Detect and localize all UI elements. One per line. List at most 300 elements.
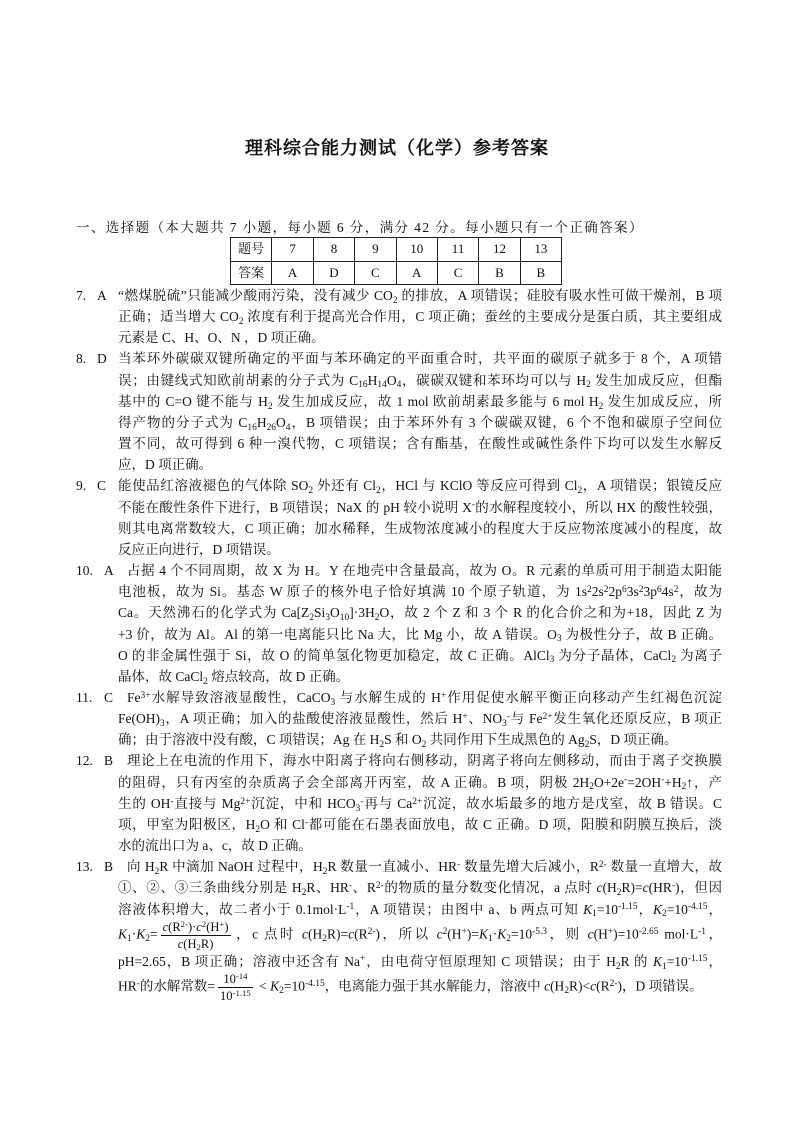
fraction xyxy=(161,920,231,951)
italic-symbol: K xyxy=(497,926,507,942)
answer-cell: C xyxy=(355,261,396,285)
text-run: (HR xyxy=(648,880,672,896)
text-run: (R xyxy=(596,978,610,994)
subscript: 1 xyxy=(592,909,597,920)
subscript: 2 xyxy=(203,676,208,687)
question-number-cell: 10 xyxy=(396,238,437,262)
text-run: 共同作用下生成黑色的 Ag xyxy=(426,732,585,748)
text-run: R)< xyxy=(569,978,591,994)
text-run: )= xyxy=(466,926,479,942)
text-run: 作用促使水解平衡正向移动产生红褐色沉淀 xyxy=(446,689,723,705)
subscript: 2 xyxy=(564,986,570,997)
answer-row xyxy=(231,261,562,285)
italic-symbol: c xyxy=(642,880,649,896)
text-run: 直接与 Mg xyxy=(173,795,241,811)
subscript: 2 xyxy=(598,401,604,412)
italic-symbol: c xyxy=(196,919,202,934)
text-run: 2s xyxy=(591,584,604,600)
fraction-denominator xyxy=(218,988,253,1003)
answer-line xyxy=(76,666,722,687)
subscript: 3 xyxy=(160,718,165,729)
superscript: 6 xyxy=(622,584,627,595)
subscript: 2 xyxy=(392,295,398,306)
text-run: (H xyxy=(206,919,220,934)
subscript: 3 xyxy=(502,718,507,729)
italic-symbol: c xyxy=(302,926,309,942)
answer-line xyxy=(76,624,722,645)
italic-symbol: K xyxy=(478,926,488,942)
superscript: -5.3 xyxy=(532,927,548,938)
answer-line xyxy=(76,560,722,581)
superscript: - xyxy=(304,817,309,828)
subscript: 1 xyxy=(488,934,493,945)
text-run: 的水解程度较小，所以 HX 的酸性较强， xyxy=(475,499,722,515)
text-run: =10 xyxy=(510,926,533,942)
text-run: 置不同，故可得到 6 种一溴代物，C 项错误；含有酯基，在酸性或碱性条件下均可以发生水解反 xyxy=(118,436,722,452)
answer-line xyxy=(76,835,722,856)
answer-cell: D xyxy=(313,261,354,285)
text-run: · xyxy=(492,926,498,942)
italic-symbol: K xyxy=(270,978,280,994)
subscript: 2 xyxy=(374,613,380,624)
subscript: 2 xyxy=(506,934,511,945)
text-run: 理论上在电流的作用下，海水中阳离子将向右侧移动，阴离子将向左侧移动，而由于离子交换膜 xyxy=(127,753,722,769)
text-run: 、R xyxy=(352,880,376,896)
superscript: + xyxy=(359,954,366,965)
answer-line xyxy=(76,856,722,877)
question-number: 9. xyxy=(76,478,87,494)
italic-symbol: c xyxy=(436,926,443,942)
text-run: 3p xyxy=(643,584,657,600)
subscript: 2 xyxy=(145,934,150,945)
text-run: 发生加成反应，所 xyxy=(603,393,722,409)
superscript: - xyxy=(624,775,628,786)
superscript: - xyxy=(671,881,676,892)
answer-line xyxy=(76,454,722,475)
subscript: 14 xyxy=(377,380,387,391)
text-run: < xyxy=(255,978,271,994)
subscript: 2 xyxy=(308,486,314,497)
subscript: 2 xyxy=(238,316,244,327)
text-run: “燃煤脱硫”只能减少酸雨污染，没有减少 CO xyxy=(118,288,393,303)
subscript: 3 xyxy=(325,613,331,624)
answer-line xyxy=(76,772,722,793)
text-run: ，故为 xyxy=(678,584,722,600)
text-run: 得产物的分子式为 C xyxy=(118,414,248,430)
text-run: )，但因 xyxy=(675,880,722,896)
text-run: 发生加成反应，但酯 xyxy=(590,372,723,388)
superscript: - xyxy=(170,796,174,807)
answer-table xyxy=(230,237,562,285)
fraction-numerator xyxy=(218,972,253,988)
superscript: 2+ xyxy=(240,796,251,807)
subscript: 2 xyxy=(154,867,160,878)
answer-line xyxy=(76,951,722,972)
text-run: mol·L xyxy=(658,926,699,942)
answer-item xyxy=(76,475,722,560)
superscript: 2 xyxy=(638,584,644,595)
subscript: 2 xyxy=(255,824,261,835)
italic-symbol: K xyxy=(652,953,662,969)
text-run: 与 Fe xyxy=(510,711,543,727)
superscript: 2- xyxy=(375,881,384,892)
text-run: 10 xyxy=(220,988,233,1003)
text-run: (H xyxy=(550,978,565,994)
superscript: 2+ xyxy=(542,711,553,722)
text-run: 的水解常数= xyxy=(139,978,216,994)
superscript: 2- xyxy=(598,859,607,870)
subscript: 2 xyxy=(379,740,385,751)
text-run: 数量一直增大，故 xyxy=(606,859,723,875)
text-run: 反应正向进行，D 项错误。 xyxy=(118,541,280,557)
explanations-list xyxy=(76,285,722,1003)
text-run: 晶体，故 CaCl xyxy=(118,668,204,684)
text-run: 为极性分子，故 B 正确。 xyxy=(561,626,722,642)
text-run: 与水解生成的 H xyxy=(335,689,441,705)
text-run: R)= xyxy=(327,926,349,942)
italic-symbol: K xyxy=(583,901,593,917)
subscript: 4 xyxy=(285,422,291,433)
superscript: - xyxy=(457,859,461,870)
text-run: )· xyxy=(187,919,197,934)
answer-letter: A xyxy=(104,563,114,579)
subscript: 2 xyxy=(577,486,583,497)
superscript: - xyxy=(661,775,665,786)
text-run: R 的 xyxy=(620,953,653,969)
text-run: 基中的 C=O 键不能与 H xyxy=(118,393,268,409)
text-run: S 和 O xyxy=(384,732,422,748)
text-run: =10 xyxy=(666,901,688,917)
answer-line xyxy=(76,285,722,306)
superscript: -1.15 xyxy=(617,902,638,913)
superscript: - xyxy=(348,881,353,892)
text-run: R、HR xyxy=(306,880,349,896)
text-run: 元素是 C、H、O、N ，D 项正确。 xyxy=(118,330,325,346)
italic-symbol: c xyxy=(177,936,184,951)
answer-line xyxy=(76,391,722,412)
subscript: 16 xyxy=(247,422,257,433)
text-run: = xyxy=(149,926,158,942)
subscript: 2 xyxy=(662,909,667,920)
text-run: (H xyxy=(308,926,323,942)
superscript: -4.15 xyxy=(687,902,708,913)
text-run: 3s xyxy=(626,584,639,600)
answer-line xyxy=(76,708,722,729)
text-run: 浓度有利于提高光合作用，C 项正确；蚕丝的主要成分是蛋白质，其主要组成 xyxy=(243,309,722,325)
text-run: O xyxy=(386,372,397,388)
answer-line xyxy=(76,306,722,327)
subscript: 2 xyxy=(267,401,273,412)
text-run: 正确；适当增大 CO xyxy=(118,309,239,325)
answer-line xyxy=(76,497,722,518)
text-run: 应，D 项正确。 xyxy=(118,457,213,473)
text-run: 项，甲室为阳极区，H xyxy=(118,816,256,832)
text-run: ，B 项错误；由于苯环外有 3 个碳碳双键，6 个不饱和碳原子空间位 xyxy=(290,414,722,430)
answer-line xyxy=(76,412,722,433)
question-number-cell: 13 xyxy=(520,238,561,262)
question-number: 8. xyxy=(76,351,87,367)
text-run: O xyxy=(276,414,286,430)
text-run: +H xyxy=(664,774,682,790)
answer-cell: B xyxy=(479,261,520,285)
text-run: 的物质的量分数变化情况，a 点时 xyxy=(383,880,597,896)
text-run: (H xyxy=(593,926,608,942)
text-run: =10 xyxy=(666,953,688,969)
text-run: · xyxy=(131,926,137,942)
text-run: =10 xyxy=(283,978,306,994)
superscript: -1.15 xyxy=(232,987,251,998)
text-run: O+2e xyxy=(593,774,625,790)
answer-cell: A xyxy=(396,261,437,285)
answer-line xyxy=(76,433,722,454)
text-run: 外还有 Cl xyxy=(313,478,377,494)
subscript: 3 xyxy=(556,634,562,645)
answer-cell: C xyxy=(437,261,478,285)
question-number-row xyxy=(231,238,562,262)
text-run: 熔点较高，故 D 正确。 xyxy=(207,668,350,684)
superscript: 2+ xyxy=(412,796,423,807)
answer-line xyxy=(76,645,722,666)
superscript: 2 xyxy=(603,584,609,595)
answer-item xyxy=(76,285,722,348)
superscript: 2 xyxy=(201,918,207,929)
fraction-denominator xyxy=(161,936,231,951)
superscript: 3+ xyxy=(140,690,151,701)
subscript: 2 xyxy=(589,782,594,793)
question-number-cell: 11 xyxy=(437,238,478,262)
question-number: 10. xyxy=(76,563,93,579)
text-run: ， xyxy=(637,901,654,917)
answer-line xyxy=(76,793,722,814)
text-run: (H xyxy=(183,936,197,951)
italic-symbol: K xyxy=(653,901,663,917)
superscript: 2 xyxy=(673,584,679,595)
answer-line xyxy=(76,920,722,951)
text-run: H xyxy=(367,372,378,388)
answer-line xyxy=(76,602,722,623)
subscript: 3 xyxy=(355,803,361,814)
superscript: 2- xyxy=(180,918,188,929)
text-run: ，碳碳双键和苯环均可以与 H xyxy=(401,372,587,388)
text-run: (R xyxy=(168,919,181,934)
answer-line xyxy=(76,729,722,750)
text-run: 水的流出口为 a、c，故 D 正确。 xyxy=(118,838,312,854)
row-label: 题号 xyxy=(231,238,272,262)
answer-item xyxy=(76,348,722,475)
text-run: ) xyxy=(224,919,229,934)
text-run: ，由电荷守恒原理知 C 项错误；由于 H xyxy=(365,953,616,969)
text-run: 不能在酸性条件下进行，B 项错误；NaX 的 pH 较小说明 X xyxy=(118,499,472,515)
text-run: 确；由于溶液中没有酸，C 项错误；Ag 在 H xyxy=(118,732,380,748)
text-run: Fe(OH) xyxy=(118,711,160,727)
superscript: - xyxy=(506,711,511,722)
answer-line xyxy=(76,877,722,898)
superscript: -1 xyxy=(698,927,706,938)
question-number: 7. xyxy=(76,288,87,303)
answer-letter: D xyxy=(97,351,107,367)
text-run: Si xyxy=(314,605,326,621)
text-run: 误；由键线式知欧前胡素的分子式为 C xyxy=(118,372,359,388)
superscript: -14 xyxy=(235,970,248,981)
text-run: ，则 xyxy=(547,926,588,942)
subscript: 26 xyxy=(266,422,277,433)
text-run: 再与 Ca xyxy=(363,795,413,811)
superscript: 2 xyxy=(587,584,592,595)
text-run: 则其电离常数较大，C 项正确；加水稀释，生成物浓度减小的程度大于反应物浓度减小的程度，故 xyxy=(118,520,722,536)
superscript: -1 xyxy=(346,902,355,913)
question-number-cell: 8 xyxy=(313,238,354,262)
text-run: 沉淀，故水垢最多的地方是戊室，故 B 错误。C xyxy=(422,795,723,811)
subscript: 2 xyxy=(584,740,590,751)
answer-letter: B xyxy=(104,753,114,769)
text-run: 占据 4 个不同周期，故 X 为 H。Y 在地壳中含量最高，故为 O。R 元素的单质可用于制造太阳能 xyxy=(127,563,722,579)
text-run: ，A 项正确；加入的盐酸使溶液显酸性，然后 H xyxy=(164,711,463,727)
answer-item xyxy=(76,750,722,856)
text-run: ，A 项错误；银镜反应 xyxy=(582,478,722,494)
text-run: )=10 xyxy=(613,926,639,942)
text-run: R)= xyxy=(621,880,643,896)
question-number-cell: 9 xyxy=(355,238,396,262)
answer-line xyxy=(76,899,722,920)
text-run: 溶液体积增大，故二者小于 0.1mol·L xyxy=(118,901,347,917)
answer-line xyxy=(76,687,722,708)
answer-line xyxy=(76,348,722,369)
superscript: + xyxy=(219,918,225,929)
text-run: O，故 2 个 Z 和 3 个 R 的化合价之和为+18，因此 Z 为 xyxy=(379,605,723,621)
subscript: 2 xyxy=(616,888,622,899)
superscript: + xyxy=(607,927,614,938)
text-run: ↑，产 xyxy=(686,774,722,790)
text-run: ]·3H xyxy=(349,605,375,621)
fraction-numerator xyxy=(161,920,231,936)
subscript: 10 xyxy=(339,613,350,624)
superscript: + xyxy=(461,927,467,938)
subscript: 2 xyxy=(309,613,315,624)
subscript: 2 xyxy=(376,486,381,497)
subscript: 2 xyxy=(586,380,591,391)
text-run: )，D 项错误。 xyxy=(617,978,703,994)
subscript: 2 xyxy=(322,934,327,945)
text-run: 为离子 xyxy=(676,647,722,663)
text-run: 4s xyxy=(661,584,674,600)
text-run: O 的非金属性强于 Si，故 O 的简单氢化物更加稳定，故 C 正确。AlCl xyxy=(118,647,550,663)
superscript: -2.65 xyxy=(638,927,659,938)
text-run: ，电离能力强于其水解能力，溶液中 xyxy=(324,978,545,994)
text-run: (R xyxy=(354,926,368,942)
superscript: 2- xyxy=(609,979,618,990)
answer-letter: C xyxy=(104,689,114,705)
superscript: 2- xyxy=(367,927,376,938)
subscript: 2 xyxy=(671,655,677,666)
text-run: 的排放，A 项错误；硅胶有吸水性可做干燥剂，B 项 xyxy=(397,288,722,303)
text-run: S，D 项正确。 xyxy=(589,732,678,748)
text-run: )，所以 xyxy=(375,926,437,942)
subscript: 2 xyxy=(681,782,687,793)
answer-item xyxy=(76,687,722,750)
text-run: ， xyxy=(707,901,723,917)
subscript: 2 xyxy=(421,740,427,751)
text-run: ， xyxy=(707,953,722,969)
answer-line xyxy=(76,972,722,1003)
superscript: - xyxy=(136,979,140,990)
subscript: 4 xyxy=(396,380,402,391)
answer-cell: A xyxy=(272,261,313,285)
text-run: 电池板，故为 Si。基态 W 原子的核外电子恰好填满 10 个原子轨道，为 1s xyxy=(118,584,588,600)
text-run: R 中滴加 NaOH 过程中，H xyxy=(159,859,323,875)
question-number: 12. xyxy=(76,753,93,769)
text-run: O 和 Cl xyxy=(260,816,305,832)
italic-symbol: K xyxy=(136,926,146,942)
answer-line xyxy=(76,475,722,496)
superscript: 2 xyxy=(442,927,448,938)
answer-item xyxy=(76,560,722,687)
superscript: -4.15 xyxy=(305,979,325,990)
italic-symbol: c xyxy=(596,880,603,896)
superscript: - xyxy=(360,796,364,807)
text-run: O xyxy=(330,605,340,621)
text-run: 10 xyxy=(223,971,236,986)
italic-symbol: K xyxy=(118,926,128,942)
text-run: 水解导致溶液显酸性，CaCO xyxy=(150,689,331,705)
text-run: R) xyxy=(200,936,214,951)
subscript: 1 xyxy=(127,934,132,945)
subscript: 2 xyxy=(301,888,307,899)
text-run: ， xyxy=(705,926,723,942)
answer-line xyxy=(76,327,722,348)
text-run: (H xyxy=(447,926,462,942)
answer-letter: A xyxy=(97,288,107,303)
question-number-cell: 7 xyxy=(272,238,313,262)
superscript: - xyxy=(471,500,476,511)
text-run: 发生加成反应，故 1 mol 欧前胡素最多能与 6 mol H xyxy=(272,393,599,409)
subscript: 2 xyxy=(279,986,284,997)
answer-line xyxy=(76,814,722,835)
subscript: 16 xyxy=(358,380,368,391)
question-number: 11. xyxy=(76,689,93,705)
superscript: 6 xyxy=(656,584,662,595)
answer-letter: C xyxy=(97,478,107,494)
text-run: ，HCl 与 KClO 等反应可得到 Cl xyxy=(380,478,578,494)
text-run: 生的 OH xyxy=(118,795,171,811)
answer-line xyxy=(76,518,722,539)
superscript: -1.15 xyxy=(687,954,708,965)
answer-line xyxy=(76,750,722,771)
text-run: 数量先增大后减小，R xyxy=(460,859,599,875)
fraction xyxy=(218,972,253,1003)
text-run: =2OH xyxy=(627,774,662,790)
answer-letter: B xyxy=(104,859,114,875)
text-run: 当苯环外碳碳双键所确定的平面与苯环确定的平面重合时，共平面的碳原子就多于 8 个，A 项错 xyxy=(118,351,722,367)
subscript: 1 xyxy=(661,961,667,972)
text-run: =10 xyxy=(596,901,618,917)
text-run: Fe xyxy=(127,689,141,705)
answer-line xyxy=(76,539,722,560)
text-run: R 数量一直减小、HR xyxy=(327,859,458,875)
text-run: 的阻碍，只有丙室的杂质离子会全部离开丙室，故 A 正确。B 项，阴极 2H xyxy=(118,774,590,790)
text-run: ，A 项错误；由图中 a、b 两点可知 xyxy=(354,901,584,917)
italic-symbol: c xyxy=(162,919,169,934)
text-run: 能使品红溶液褪色的气体除 SO xyxy=(118,478,309,494)
italic-symbol: c xyxy=(544,978,551,994)
answer-line xyxy=(76,370,722,391)
section-heading: 一、选择题（本大题共 7 小题，每小题 6 分，满分 42 分。每小题只有一个正确答案） xyxy=(76,220,644,235)
text-run: 2p xyxy=(608,584,622,600)
superscript: + xyxy=(462,711,468,722)
subscript: 2 xyxy=(615,961,621,972)
italic-symbol: c xyxy=(348,926,355,942)
subscript: 3 xyxy=(549,655,555,666)
text-run: ①、②、③三条曲线分别是 H xyxy=(118,880,302,896)
